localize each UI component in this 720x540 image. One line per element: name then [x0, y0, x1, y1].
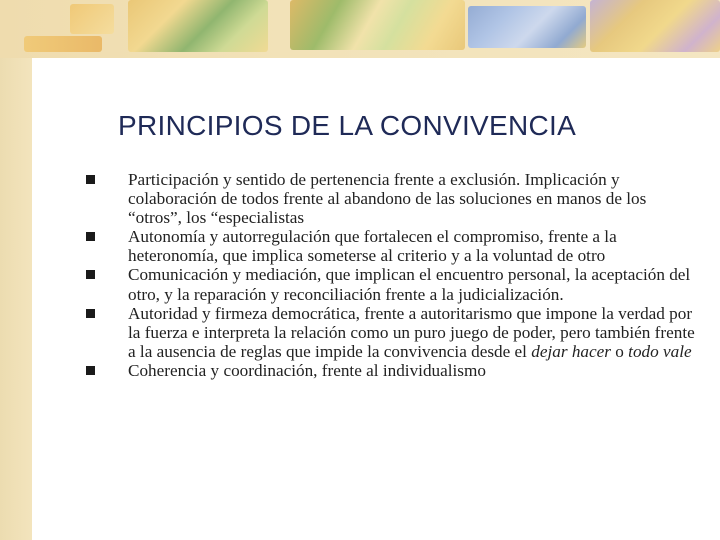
bullet-text: Autonomía y autorregulación que fortalecen el compromiso, frente a la heteronomía, que implica someterse al criterio y a la voluntad de otro [128, 227, 617, 266]
decorative-leaf-image [290, 0, 465, 50]
square-bullet-icon [86, 309, 95, 318]
bullet-item [86, 227, 696, 265]
bullet-list [86, 170, 696, 380]
bullet-item [86, 361, 696, 380]
slide-title: PRINCIPIOS DE LA CONVIVENCIA [118, 110, 577, 141]
decorative-leaf-image [24, 36, 102, 52]
decorative-leaf-image [70, 4, 114, 34]
bullet-item [86, 304, 696, 361]
square-bullet-icon [86, 270, 95, 279]
left-decorative-band [0, 0, 32, 540]
bullet-text-segment: o [610, 341, 629, 361]
italic-phrase: dejar hacer [531, 341, 611, 361]
bullet-text-segment: Autoridad y firmeza democrática, frente a autoritarismo que impone la verdad por la fuerza e interpreta la relación como un puro juego de poder, pero también frente a la ausencia de reglas que impide la convivencia desde el [128, 303, 695, 361]
bullet-text [128, 304, 695, 361]
italic-phrase: todo vale [628, 341, 692, 361]
decorative-leaf-image [590, 0, 720, 52]
decorative-leaf-image [128, 0, 268, 52]
bullet-item [86, 265, 696, 303]
decorative-leaf-image [468, 6, 586, 48]
bullet-text: Coherencia y coordinación, frente al individualismo [128, 360, 486, 380]
square-bullet-icon [86, 175, 95, 184]
bullet-text: Comunicación y mediación, que implican el encuentro personal, la aceptación del otro, y la reparación y reconciliación frente a la judicialización. [128, 265, 691, 304]
square-bullet-icon [86, 366, 95, 375]
bullet-item [86, 170, 696, 227]
square-bullet-icon [86, 232, 95, 241]
top-decorative-band [0, 0, 720, 58]
bullet-text: Participación y sentido de pertenencia frente a exclusión. Implicación y colaboración de todos frente al abandono de las soluciones en manos de los “otros”, los “especialistas [128, 170, 647, 228]
